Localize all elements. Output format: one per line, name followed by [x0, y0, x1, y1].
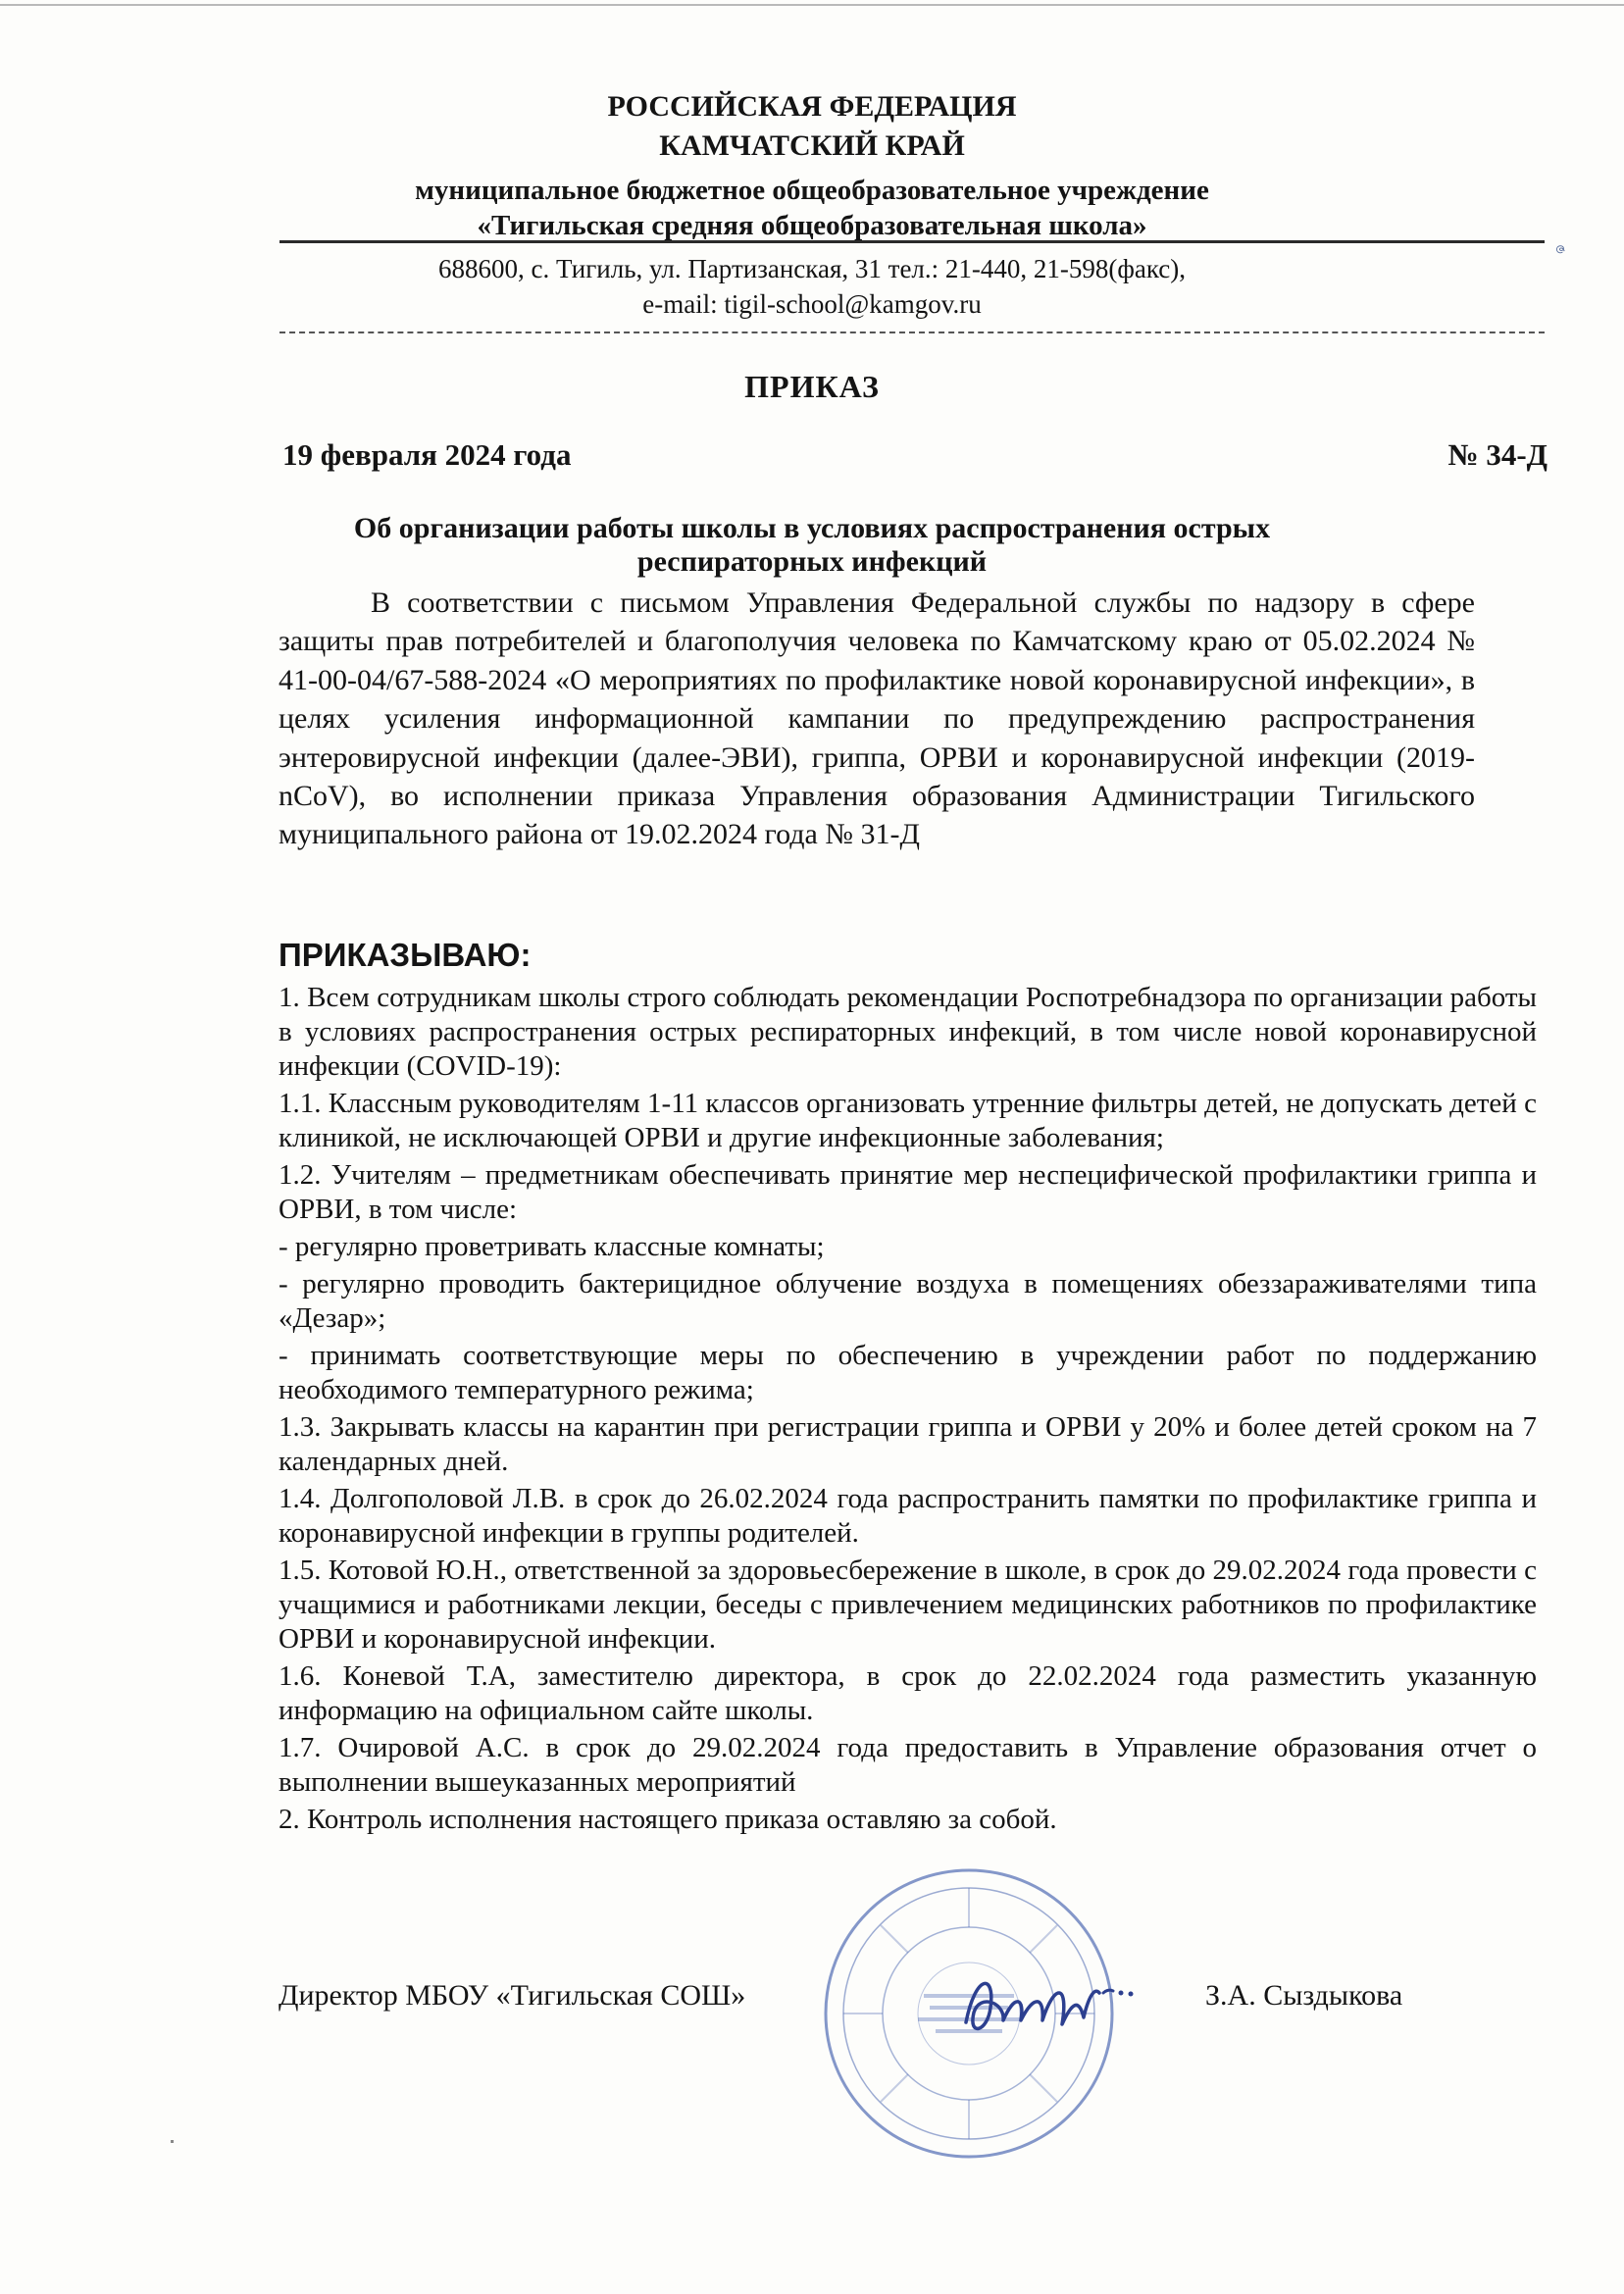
scan-artifact-icon: ဇ — [1555, 237, 1566, 258]
scan-speck — [171, 2140, 174, 2143]
subject-line-2: респираторных инфекций — [636, 545, 988, 578]
clause-1-2-item-irradiation: - регулярно проводить бактерицидное облучение воздуха в помещениях обеззараживателями типа «Дезар»; — [279, 1268, 1537, 1334]
contact-divider — [279, 331, 1545, 333]
clause-1-2: 1.2. Учителям – предметникам обеспечивать принятие мер неспецифической профилактики гриппа и ОРВИ, в том числе: — [279, 1159, 1537, 1225]
clause-1-3: 1.3. Закрывать классы на карантин при регистрации гриппа и ОРВИ у 20% и более детей сроком на 7 календарных дней. — [279, 1411, 1537, 1477]
header-country: РОССИЙСКАЯ ФЕДЕРАЦИЯ — [607, 90, 1017, 123]
signatory-name: З.А. Сыздыкова — [1205, 1979, 1403, 2012]
clause-1-5: 1.5. Котовой Ю.Н., ответственной за здоровьесбережение в школе, в срок до 29.02.2024 года провести с учащимися и работниками лекции, беседы с привлечением медицинских работников по профилактике ОРВИ и коронавирусной инфекции. — [279, 1555, 1537, 1655]
document-title: ПРИКАЗ — [744, 369, 880, 404]
header-address: 688600, с. Тигиль, ул. Партизанская, 31 тел.: 21-440, 21-598(факс), — [437, 254, 1187, 283]
clause-2: 2. Контроль исполнения настоящего приказа оставляю за собой. — [279, 1804, 1057, 1835]
clause-1-7: 1.7. Очировой А.С. в срок до 29.02.2024 года предоставить в Управление образования отчет о выполнении вышеуказанных мероприятий — [279, 1732, 1537, 1798]
clause-1-2-item-temperature: - принимать соответствующие меры по обеспечению в учреждении работ по поддержанию необходимого температурного режима; — [279, 1340, 1537, 1405]
preamble-paragraph: В соответствии с письмом Управления Федеральной службы по надзору в сфере защиты прав потребителей и благополучия человека по Камчатскому краю от 05.02.2024 № 41-00-04/67-588-2024 «О мероприятиях по профилактике новой коронавирусной инфекции», в целях усиления информационной кампании по предупреждению распространения энтеровирусной инфекции (далее-ЭВИ), гриппа, ОРВИ и коронавирусной инфекции (2019-nCoV), во исполнении приказа Управления образования Администрации Тигильского муниципального района от 19.02.2024 года № 31-Д — [279, 586, 1475, 851]
clause-1: 1. Всем сотрудникам школы строго соблюдать рекомендации Роспотребнадзора по организации работы в условиях распространения острых респираторных инфекций, в том числе новой коронавирусной инфекции (COVID-19): — [279, 982, 1537, 1082]
header-organization-name: «Тигильская средняя общеобразовательная школа» — [477, 210, 1147, 241]
scan-edge-line — [0, 4, 1624, 6]
order-heading: ПРИКАЗЫВАЮ: — [279, 937, 532, 973]
subject-line-1: Об организации работы школы в условиях распространения острых — [353, 512, 1271, 544]
clause-1-6: 1.6. Коневой Т.А, заместителю директора, в срок до 22.02.2024 года разместить указанную информацию на официальном сайте школы. — [279, 1660, 1537, 1726]
clause-1-4: 1.4. Долгополовой Л.В. в срок до 26.02.2024 года распространить памятки по профилактике гриппа и коронавирусной инфекции в группы родителей. — [279, 1483, 1537, 1549]
header-email: e-mail: tigil-school@kamgov.ru — [642, 289, 982, 319]
order-clauses — [279, 981, 1537, 1840]
date-number-row — [282, 437, 1548, 473]
document-date: 19 февраля 2024 года — [282, 437, 572, 472]
signatory-position: Директор МБОУ «Тигильская СОШ» — [279, 1979, 746, 2012]
clause-1-2-item-ventilation: - регулярно проветривать классные комнаты; — [279, 1231, 825, 1262]
header-divider — [279, 240, 1545, 243]
document-subject — [0, 512, 1624, 579]
header-organization-type: муниципальное бюджетное общеобразовательное учреждение — [415, 175, 1209, 206]
header-region: КАМЧАТСКИЙ КРАЙ — [659, 129, 965, 162]
clause-1-1: 1.1. Классным руководителям 1-11 классов организовать утренние фильтры детей, не допускать детей с клиникой, не исключающей ОРВИ и другие инфекционные заболевания; — [279, 1088, 1537, 1153]
document-number: № 34-Д — [1447, 437, 1548, 472]
director-signature-icon — [956, 1963, 1142, 2052]
